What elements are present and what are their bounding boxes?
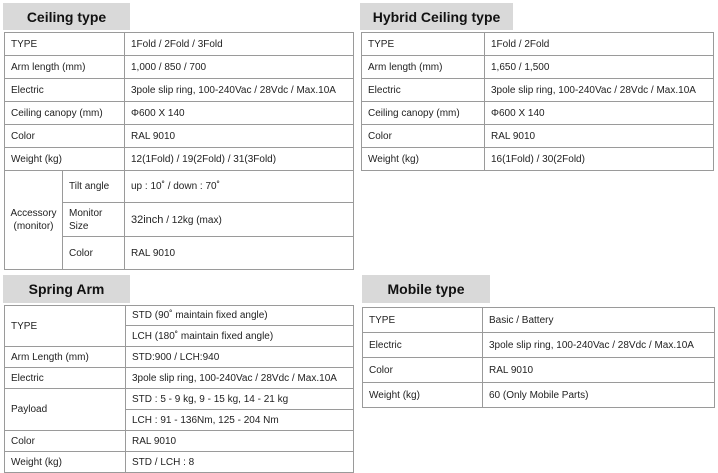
row-value: up : 10˚ / down : 70˚: [125, 171, 354, 203]
table-row: [362, 148, 714, 171]
row-value: LCH : 91 - 136Nm, 125 - 204 Nm: [126, 410, 354, 431]
row-value: RAL 9010: [125, 237, 354, 270]
row-value: Φ600 X 140: [485, 102, 714, 125]
row-label: TYPE: [363, 308, 483, 333]
row-value: 3pole slip ring, 100-240Vac / 28Vdc / Max.10A: [485, 79, 714, 102]
row-value: STD : 5 - 9 kg, 9 - 15 kg, 14 - 21 kg: [126, 389, 354, 410]
row-label: Electric: [363, 333, 483, 358]
row-value: 3pole slip ring, 100-240Vac / 28Vdc / Max.10A: [483, 333, 715, 358]
row-label: Ceiling canopy (mm): [362, 102, 485, 125]
table-row: [5, 368, 354, 389]
table-row: [5, 347, 354, 368]
hybrid-ceiling-type-title: Hybrid Ceiling type: [360, 3, 513, 30]
table-row: [5, 431, 354, 452]
row-value: 3pole slip ring, 100-240Vac / 28Vdc / Max.10A: [126, 368, 354, 389]
row-value: 16(1Fold) / 30(2Fold): [485, 148, 714, 171]
hybrid-ceiling-type-table: [361, 32, 714, 171]
row-label: Arm length (mm): [362, 56, 485, 79]
table-row: [5, 125, 354, 148]
row-label: Color: [362, 125, 485, 148]
table-row: [5, 79, 354, 102]
row-label: Electric: [362, 79, 485, 102]
table-row: [5, 452, 354, 473]
row-value: RAL 9010: [483, 358, 715, 383]
row-label: Electric: [5, 368, 126, 389]
mobile-type-table: [362, 307, 715, 408]
row-value: 1,000 / 850 / 700: [125, 56, 354, 79]
table-row: [362, 79, 714, 102]
table-row: [363, 358, 715, 383]
table-row: [5, 389, 354, 410]
row-value: 1,650 / 1,500: [485, 56, 714, 79]
table-row: [362, 125, 714, 148]
row-label: Weight (kg): [362, 148, 485, 171]
accessory-label: Accessory (monitor): [5, 171, 63, 270]
monitor-size-inch: 32inch: [131, 213, 164, 226]
table-row: [5, 33, 354, 56]
row-label: Color: [363, 358, 483, 383]
ceiling-type-title: Ceiling type: [3, 3, 130, 30]
row-label: Color: [5, 125, 125, 148]
row-value: RAL 9010: [485, 125, 714, 148]
row-label: Arm Length (mm): [5, 347, 126, 368]
row-value: 12(1Fold) / 19(2Fold) / 31(3Fold): [125, 148, 354, 171]
row-value: Basic / Battery: [483, 308, 715, 333]
row-label: Monitor Size: [63, 203, 125, 237]
row-value: 1Fold / 2Fold / 3Fold: [125, 33, 354, 56]
row-value: 3pole slip ring, 100-240Vac / 28Vdc / Max.10A: [125, 79, 354, 102]
spring-arm-title: Spring Arm: [3, 275, 130, 303]
table-row: [5, 148, 354, 171]
row-value: 60 (Only Mobile Parts): [483, 383, 715, 408]
table-row: [5, 56, 354, 79]
row-value: Φ600 X 140: [125, 102, 354, 125]
row-value: RAL 9010: [126, 431, 354, 452]
row-label: Tilt angle: [63, 171, 125, 203]
row-value: RAL 9010: [125, 125, 354, 148]
table-row: [362, 56, 714, 79]
table-row: [5, 306, 354, 326]
table-row: [5, 102, 354, 125]
row-label: Weight (kg): [5, 452, 126, 473]
row-label: Arm length (mm): [5, 56, 125, 79]
row-label: TYPE: [5, 306, 126, 347]
row-value: STD:900 / LCH:940: [126, 347, 354, 368]
table-row: [363, 383, 715, 408]
row-value: [125, 203, 354, 237]
row-label: Weight (kg): [363, 383, 483, 408]
table-row: [362, 102, 714, 125]
row-label: Electric: [5, 79, 125, 102]
row-value: LCH (180˚ maintain fixed angle): [126, 326, 354, 347]
table-row: [362, 33, 714, 56]
row-value: STD / LCH : 8: [126, 452, 354, 473]
row-label: Color: [63, 237, 125, 270]
table-row: [363, 308, 715, 333]
ceiling-type-table: [4, 32, 354, 270]
row-label: TYPE: [362, 33, 485, 56]
spring-arm-table: [4, 305, 354, 473]
row-value: STD (90˚ maintain fixed angle): [126, 306, 354, 326]
row-label: Ceiling canopy (mm): [5, 102, 125, 125]
row-label: Weight (kg): [5, 148, 125, 171]
monitor-size-weight: / 12kg (max): [163, 214, 222, 226]
mobile-type-title: Mobile type: [362, 275, 490, 303]
row-label: Color: [5, 431, 126, 452]
table-row: [363, 333, 715, 358]
row-value: 1Fold / 2Fold: [485, 33, 714, 56]
row-label: TYPE: [5, 33, 125, 56]
table-row: [5, 171, 354, 203]
row-label: Payload: [5, 389, 126, 431]
